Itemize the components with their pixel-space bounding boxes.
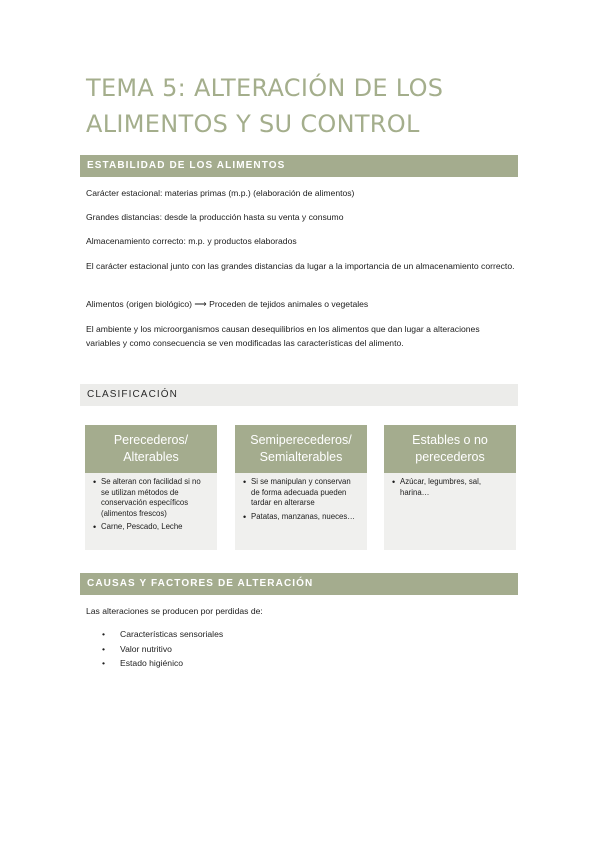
section-heading-clasificacion: CLASIFICACIÓN [80, 384, 518, 406]
card-title: Semiperecederos/ Semialterables [235, 425, 367, 473]
card-list [391, 477, 510, 501]
list-item: • Se alteran con facilidad si no se utilizan métodos de conservación específicos (alimentos frescos) [92, 477, 211, 519]
paragraph: Grandes distancias: desde la producción hasta su venta y consumo [86, 212, 344, 222]
card-list [242, 477, 361, 525]
list-item: • Características sensoriales [100, 627, 223, 642]
paragraph: El ambiente y los microorganismos causan desequilibrios en los alimentos que dan lugar a alteraciones variables y como consecuencia se ven modificadas las características del alimento. [86, 324, 480, 348]
card-list [92, 477, 211, 536]
section-heading-estabilidad: ESTABILIDAD DE LOS ALIMENTOS [80, 155, 518, 177]
classification-card-perecederos [85, 425, 217, 550]
list-item: • Si se manipulan y conservan de forma adecuada pueden tardar en alterarse [242, 477, 361, 509]
classification-card-estables [384, 425, 516, 550]
page-title: TEMA 5: ALTERACIÓN DE LOS ALIMENTOS Y SU CONTROL [86, 74, 444, 138]
paragraph: Alimentos (origen biológico) ⟶ Proceden de tejidos animales o vegetales [86, 299, 369, 309]
card-title: Estables o no perecederos [384, 425, 516, 473]
list-item: • Azúcar, legumbres, sal, harina… [391, 477, 510, 498]
card-title: Perecederos/ Alterables [85, 425, 217, 473]
section-heading-causas: CAUSAS Y FACTORES DE ALTERACIÓN [80, 573, 518, 595]
classification-card-semiperecederos [235, 425, 367, 550]
list-item: • Estado higiénico [100, 656, 223, 671]
paragraph: Las alteraciones se producen por perdidas de: [86, 606, 263, 616]
list-item: • Valor nutritivo [100, 642, 223, 657]
list-item: • Patatas, manzanas, nueces… [242, 512, 361, 523]
paragraph: Carácter estacional: materias primas (m.p.) (elaboración de alimentos) [86, 188, 355, 198]
list-item: • Carne, Pescado, Leche [92, 522, 211, 533]
paragraph: Almacenamiento correcto: m.p. y productos elaborados [86, 236, 297, 246]
paragraph: El carácter estacional junto con las grandes distancias da lugar a la importancia de un almacenamiento correcto. [86, 261, 515, 271]
bullet-list [100, 627, 223, 671]
